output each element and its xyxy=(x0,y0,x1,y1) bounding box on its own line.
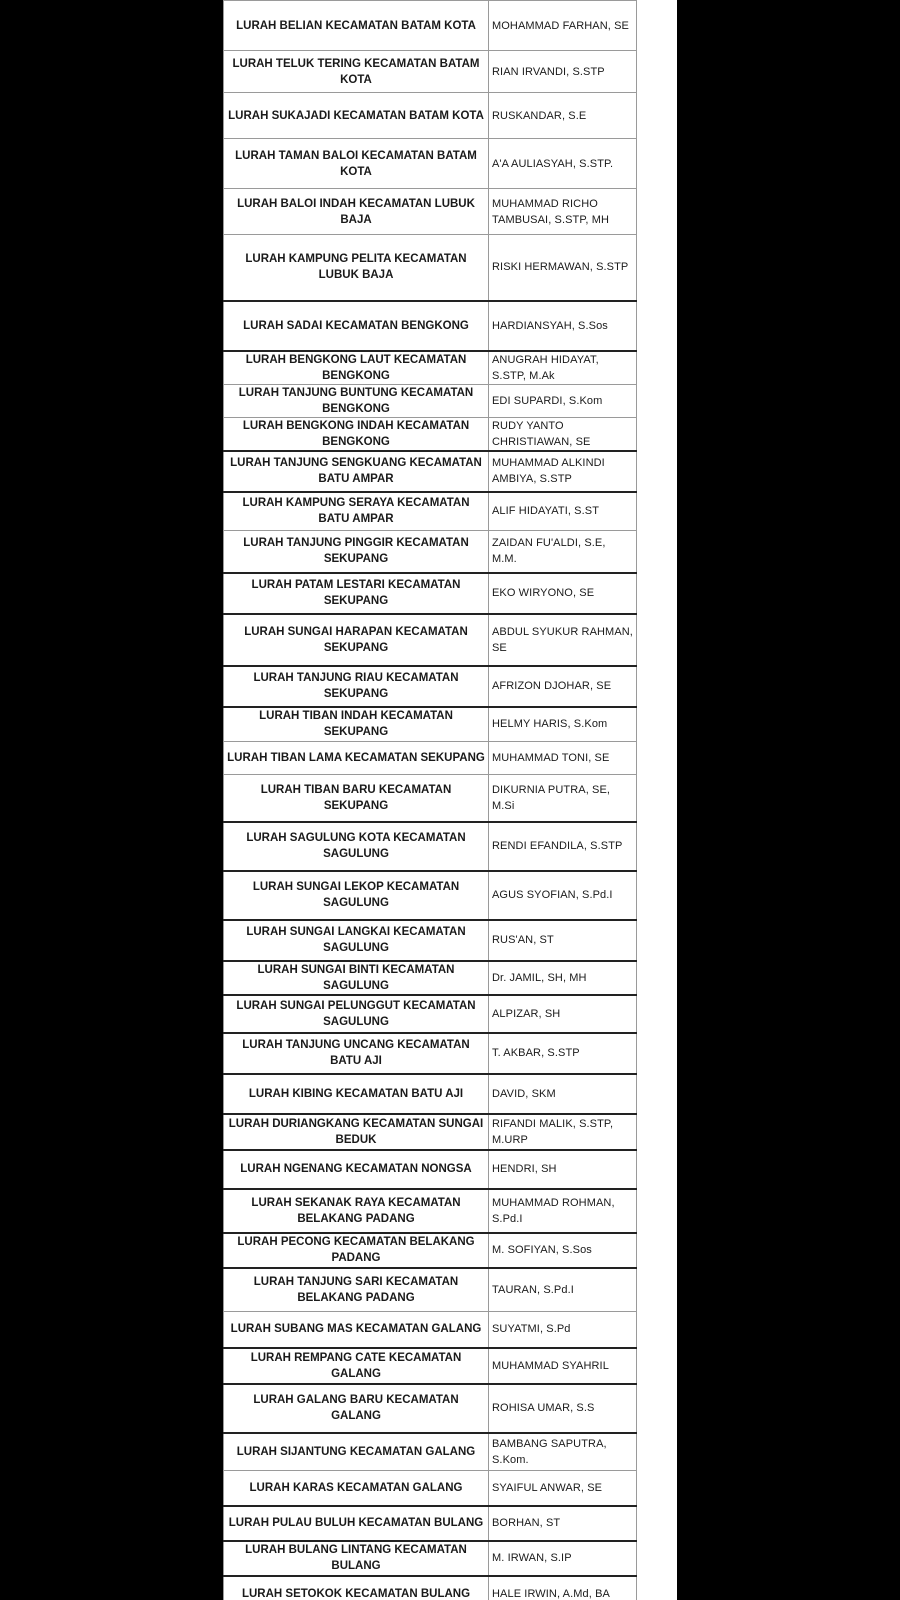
table-row xyxy=(224,235,637,301)
table-row xyxy=(224,1233,637,1268)
table-row xyxy=(224,822,637,871)
position-cell: LURAH BULANG LINTANG KECAMATAN BULANG xyxy=(224,1541,489,1576)
position-cell: LURAH TIBAN LAMA KECAMATAN SEKUPANG xyxy=(224,742,489,775)
official-name-cell: ZAIDAN FU'ALDI, S.E, M.M. xyxy=(489,531,637,573)
table-row xyxy=(224,139,637,189)
official-name-cell: ROHISA UMAR, S.S xyxy=(489,1384,637,1433)
official-name-cell: BAMBANG SAPUTRA, S.Kom. xyxy=(489,1433,637,1471)
official-name-cell: M. IRWAN, S.IP xyxy=(489,1541,637,1576)
position-cell: LURAH SUKAJADI KECAMATAN BATAM KOTA xyxy=(224,93,489,139)
position-cell: LURAH TANJUNG BUNTUNG KECAMATAN BENGKONG xyxy=(224,384,489,417)
official-name-cell: AGUS SYOFIAN, S.Pd.I xyxy=(489,871,637,920)
table-row xyxy=(224,417,637,451)
table-row xyxy=(224,871,637,920)
table-row xyxy=(224,614,637,666)
official-name-cell: MUHAMMAD ROHMAN, S.Pd.I xyxy=(489,1189,637,1233)
position-cell: LURAH REMPANG CATE KECAMATAN GALANG xyxy=(224,1348,489,1384)
official-name-cell: MUHAMMAD ALKINDI AMBIYA, S.STP xyxy=(489,451,637,492)
table-row xyxy=(224,492,637,531)
position-cell: LURAH SUNGAI LANGKAI KECAMATAN SAGULUNG xyxy=(224,920,489,961)
official-name-cell: DAVID, SKM xyxy=(489,1074,637,1114)
position-cell: LURAH SEKANAK RAYA KECAMATAN BELAKANG PADANG xyxy=(224,1189,489,1233)
position-cell: LURAH SUNGAI LEKOP KECAMATAN SAGULUNG xyxy=(224,871,489,920)
table-row xyxy=(224,189,637,235)
table-row xyxy=(224,301,637,351)
table-row xyxy=(224,1114,637,1150)
table-row xyxy=(224,1348,637,1384)
table-row xyxy=(224,1312,637,1348)
position-cell: LURAH BALOI INDAH KECAMATAN LUBUK BAJA xyxy=(224,189,489,235)
official-name-cell: RIAN IRVANDI, S.STP xyxy=(489,51,637,93)
table-row xyxy=(224,1384,637,1433)
official-name-cell: SYAIFUL ANWAR, SE xyxy=(489,1471,637,1506)
table-row xyxy=(224,1433,637,1471)
position-cell: LURAH TANJUNG SENGKUANG KECAMATAN BATU AMPAR xyxy=(224,451,489,492)
position-cell: LURAH SUNGAI BINTI KECAMATAN SAGULUNG xyxy=(224,961,489,995)
table-row xyxy=(224,707,637,742)
position-cell: LURAH KIBING KECAMATAN BATU AJI xyxy=(224,1074,489,1114)
table-row xyxy=(224,1,637,51)
table-row xyxy=(224,1033,637,1074)
position-cell: LURAH BENGKONG LAUT KECAMATAN BENGKONG xyxy=(224,351,489,385)
official-name-cell: DIKURNIA PUTRA, SE, M.Si xyxy=(489,775,637,822)
official-name-cell: EDI SUPARDI, S.Kom xyxy=(489,384,637,417)
position-cell: LURAH TANJUNG RIAU KECAMATAN SEKUPANG xyxy=(224,666,489,707)
official-name-cell: ALPIZAR, SH xyxy=(489,995,637,1033)
table-row xyxy=(224,1074,637,1114)
official-name-cell: HALE IRWIN, A.Md, BA xyxy=(489,1576,637,1600)
table-row xyxy=(224,451,637,492)
official-name-cell: M. SOFIYAN, S.Sos xyxy=(489,1233,637,1268)
table-row xyxy=(224,1541,637,1576)
position-cell: LURAH PULAU BULUH KECAMATAN BULANG xyxy=(224,1506,489,1541)
position-cell: LURAH BENGKONG INDAH KECAMATAN BENGKONG xyxy=(224,417,489,451)
position-cell: LURAH SUNGAI HARAPAN KECAMATAN SEKUPANG xyxy=(224,614,489,666)
position-cell: LURAH TANJUNG PINGGIR KECAMATAN SEKUPANG xyxy=(224,531,489,573)
official-name-cell: AFRIZON DJOHAR, SE xyxy=(489,666,637,707)
official-name-cell: Dr. JAMIL, SH, MH xyxy=(489,961,637,995)
position-cell: LURAH TAMAN BALOI KECAMATAN BATAM KOTA xyxy=(224,139,489,189)
table-row xyxy=(224,961,637,995)
position-cell: LURAH NGENANG KECAMATAN NONGSA xyxy=(224,1150,489,1189)
official-name-cell: MOHAMMAD FARHAN, SE xyxy=(489,1,637,51)
table-row xyxy=(224,1189,637,1233)
position-cell: LURAH KAMPUNG SERAYA KECAMATAN BATU AMPAR xyxy=(224,492,489,531)
official-name-cell: TAURAN, S.Pd.I xyxy=(489,1268,637,1312)
table-row xyxy=(224,93,637,139)
position-cell: LURAH TANJUNG UNCANG KECAMATAN BATU AJI xyxy=(224,1033,489,1074)
official-name-cell: ALIF HIDAYATI, S.ST xyxy=(489,492,637,531)
document-sheet xyxy=(223,0,677,1600)
official-name-cell: MUHAMMAD SYAHRIL xyxy=(489,1348,637,1384)
position-cell: LURAH GALANG BARU KECAMATAN GALANG xyxy=(224,1384,489,1433)
table-row xyxy=(224,1576,637,1600)
table-row xyxy=(224,775,637,822)
table-row xyxy=(224,384,637,417)
position-cell: LURAH TANJUNG SARI KECAMATAN BELAKANG PADANG xyxy=(224,1268,489,1312)
official-name-cell: A'A AULIASYAH, S.STP. xyxy=(489,139,637,189)
position-cell: LURAH SUBANG MAS KECAMATAN GALANG xyxy=(224,1312,489,1348)
table-row xyxy=(224,1150,637,1189)
official-name-cell: MUHAMMAD RICHO TAMBUSAI, S.STP, MH xyxy=(489,189,637,235)
table-row xyxy=(224,1506,637,1541)
position-cell: LURAH SIJANTUNG KECAMATAN GALANG xyxy=(224,1433,489,1471)
position-cell: LURAH DURIANGKANG KECAMATAN SUNGAI BEDUK xyxy=(224,1114,489,1150)
official-name-cell: HARDIANSYAH, S.Sos xyxy=(489,301,637,351)
official-name-cell: RENDI EFANDILA, S.STP xyxy=(489,822,637,871)
table-row xyxy=(224,573,637,614)
official-name-cell: HELMY HARIS, S.Kom xyxy=(489,707,637,742)
table-row xyxy=(224,920,637,961)
officials-table xyxy=(223,0,637,1600)
officials-table-body xyxy=(224,1,637,1600)
official-name-cell: RUSKANDAR, S.E xyxy=(489,93,637,139)
position-cell: LURAH BELIAN KECAMATAN BATAM KOTA xyxy=(224,1,489,51)
position-cell: LURAH KAMPUNG PELITA KECAMATAN LUBUK BAJA xyxy=(224,235,489,301)
table-row xyxy=(224,742,637,775)
position-cell: LURAH SAGULUNG KOTA KECAMATAN SAGULUNG xyxy=(224,822,489,871)
official-name-cell: SUYATMI, S.Pd xyxy=(489,1312,637,1348)
official-name-cell: RIFANDI MALIK, S.STP, M.URP xyxy=(489,1114,637,1150)
position-cell: LURAH SETOKOK KECAMATAN BULANG xyxy=(224,1576,489,1600)
table-row xyxy=(224,51,637,93)
table-row xyxy=(224,351,637,385)
official-name-cell: ANUGRAH HIDAYAT, S.STP, M.Ak xyxy=(489,351,637,385)
official-name-cell: T. AKBAR, S.STP xyxy=(489,1033,637,1074)
table-row xyxy=(224,531,637,573)
official-name-cell: HENDRI, SH xyxy=(489,1150,637,1189)
table-row xyxy=(224,666,637,707)
position-cell: LURAH TIBAN INDAH KECAMATAN SEKUPANG xyxy=(224,707,489,742)
position-cell: LURAH SADAI KECAMATAN BENGKONG xyxy=(224,301,489,351)
official-name-cell: MUHAMMAD TONI, SE xyxy=(489,742,637,775)
official-name-cell: RISKI HERMAWAN, S.STP xyxy=(489,235,637,301)
table-row xyxy=(224,1471,637,1506)
position-cell: LURAH TELUK TERING KECAMATAN BATAM KOTA xyxy=(224,51,489,93)
position-cell: LURAH KARAS KECAMATAN GALANG xyxy=(224,1471,489,1506)
official-name-cell: BORHAN, ST xyxy=(489,1506,637,1541)
official-name-cell: RUS'AN, ST xyxy=(489,920,637,961)
table-row xyxy=(224,1268,637,1312)
official-name-cell: RUDY YANTO CHRISTIAWAN, SE xyxy=(489,417,637,451)
position-cell: LURAH TIBAN BARU KECAMATAN SEKUPANG xyxy=(224,775,489,822)
official-name-cell: EKO WIRYONO, SE xyxy=(489,573,637,614)
position-cell: LURAH PATAM LESTARI KECAMATAN SEKUPANG xyxy=(224,573,489,614)
position-cell: LURAH PECONG KECAMATAN BELAKANG PADANG xyxy=(224,1233,489,1268)
official-name-cell: ABDUL SYUKUR RAHMAN, SE xyxy=(489,614,637,666)
position-cell: LURAH SUNGAI PELUNGGUT KECAMATAN SAGULUNG xyxy=(224,995,489,1033)
table-row xyxy=(224,995,637,1033)
